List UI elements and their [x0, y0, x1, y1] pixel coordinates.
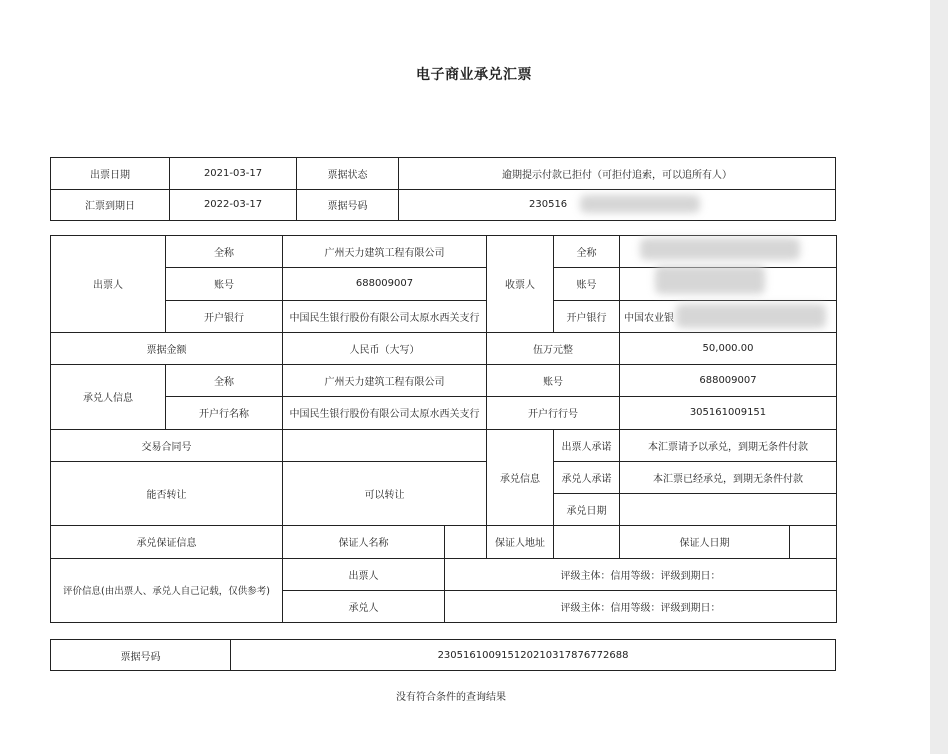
issue-date-label: 出票日期 [51, 158, 170, 190]
bill-number-table [50, 639, 836, 671]
acceptor-bank-label: 开户行名称 [166, 397, 283, 429]
drawer-bank-label: 开户银行 [166, 300, 283, 332]
acceptor-name-label: 全称 [166, 365, 283, 397]
drawer-bank: 中国民生银行股份有限公司太原水西关支行 [283, 300, 487, 332]
rating-drawer-value: 评级主体：信用等级：评级到期日： [445, 558, 837, 590]
guarantor-date-label: 保证人日期 [620, 526, 790, 558]
contract-label: 交易合同号 [51, 429, 283, 461]
rating-drawer-label: 出票人 [283, 558, 445, 590]
issue-date: 2021-03-17 [170, 158, 297, 190]
bill-no-label: 票据号码 [297, 189, 399, 221]
bill-no-visible: 230516 [529, 199, 568, 211]
due-date: 2022-03-17 [170, 189, 297, 221]
contract-value [283, 429, 487, 461]
status-value: 逾期提示付款已拒付（可拒付追索，可以追所有人） [399, 158, 836, 190]
guarantee-label: 承兑保证信息 [51, 526, 283, 558]
payee-name-label: 全称 [554, 236, 620, 268]
amount-label: 票据金额 [51, 332, 283, 364]
header-table [50, 157, 836, 221]
guarantor-address [554, 526, 620, 558]
redaction-blur [676, 304, 826, 328]
amount-cny-label: 人民币（大写） [283, 332, 487, 364]
rating-label: 评价信息(由出票人、承兑人自己记载，仅供参考) [51, 558, 283, 623]
drawer-promise-label: 出票人承诺 [554, 429, 620, 461]
guarantor-name-label: 保证人名称 [283, 526, 445, 558]
payee-label: 收票人 [487, 236, 554, 333]
acceptor-bank-no-label: 开户行行号 [487, 397, 620, 429]
payee-account-label: 账号 [554, 268, 620, 300]
drawer-name-label: 全称 [166, 236, 283, 268]
transfer-value: 可以转让 [283, 461, 487, 526]
guarantor-address-label: 保证人地址 [487, 526, 554, 558]
payee-bank-visible: 中国农业银 [624, 312, 674, 324]
drawer-account-label: 账号 [166, 268, 283, 300]
accept-date [620, 494, 837, 526]
status-label: 票据状态 [297, 158, 399, 190]
acceptor-bank: 中国民生银行股份有限公司太原水西关支行 [283, 397, 487, 429]
acceptor-account-label: 账号 [487, 365, 620, 397]
page-title: 电子商业承兑汇票 [416, 67, 532, 83]
amount-number: 50,000.00 [620, 332, 837, 364]
acceptor-promise: 本汇票已经承兑，到期无条件付款 [620, 461, 837, 493]
payee-bank-label: 开户银行 [554, 300, 620, 332]
drawer-name: 广州天力建筑工程有限公司 [283, 236, 487, 268]
rating-acceptor-label: 承兑人 [283, 590, 445, 622]
accept-date-label: 承兑日期 [554, 494, 620, 526]
acceptor-promise-label: 承兑人承诺 [554, 461, 620, 493]
drawer-promise: 本汇票请予以承兑，到期无条件付款 [620, 429, 837, 461]
acceptor-bank-no: 305161009151 [620, 397, 837, 429]
amount-upper: 伍万元整 [487, 332, 620, 364]
redaction-blur [580, 195, 700, 213]
due-date-label: 汇票到期日 [51, 189, 170, 221]
acceptor-account: 688009007 [620, 365, 837, 397]
no-results-message: 没有符合条件的查询结果 [396, 692, 506, 703]
drawer-account: 688009007 [283, 268, 487, 300]
redaction-blur [655, 266, 765, 294]
bottom-bill-no-label: 票据号码 [51, 640, 231, 671]
guarantor-name [445, 526, 487, 558]
transfer-label: 能否转让 [51, 461, 283, 526]
rating-acceptor-value: 评级主体：信用等级：评级到期日： [445, 590, 837, 622]
guarantor-date [790, 526, 837, 558]
acceptor-name: 广州天力建筑工程有限公司 [283, 365, 487, 397]
acceptor-label: 承兑人信息 [51, 365, 166, 430]
redaction-blur [640, 238, 800, 260]
scrollbar-track[interactable] [930, 0, 948, 754]
drawer-label: 出票人 [51, 236, 166, 333]
bottom-bill-no: 230516100915120210317876772688 [231, 640, 836, 671]
acceptance-label: 承兑信息 [487, 429, 554, 526]
